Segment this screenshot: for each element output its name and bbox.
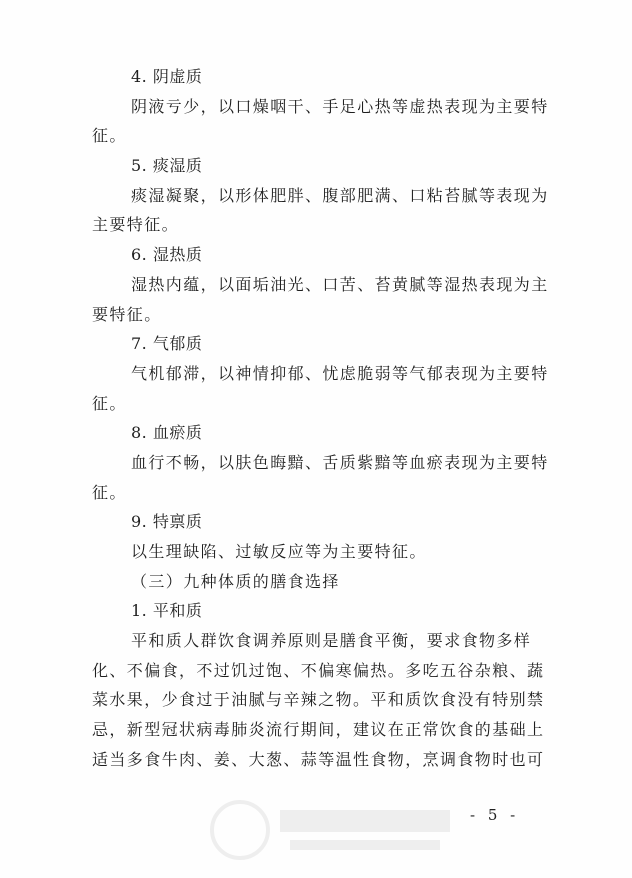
paragraph-line: 主要特征。 [92, 215, 180, 235]
paragraph-line: 湿热内蕴，以面垢油光、口苦、苔黄腻等湿热表现为主 [131, 274, 549, 294]
paragraph-line: 气机郁滞，以神情抑郁、忧虑脆弱等气郁表现为主要特 [131, 363, 549, 383]
heading: 9. 特禀质 [131, 512, 203, 532]
paragraph-line: 平和质人群饮食调养原则是膳食平衡，要求食物多样 [131, 631, 532, 651]
paragraph-line: 血行不畅，以肤色晦黯、舌质紫黯等血瘀表现为主要特 [131, 452, 549, 472]
paragraph-line: 阴液亏少，以口燥咽干、手足心热等虚热表现为主要特 [131, 96, 549, 116]
paragraph-line: 化、不偏食，不过饥过饱、不偏寒偏热。多吃五谷杂粮、蔬 [92, 660, 545, 680]
watermark-logo-icon [205, 795, 465, 865]
document-body [92, 62, 552, 775]
paragraph-line: 菜水果，少食过于油腻与辛辣之物。平和质饮食没有特别禁 [92, 690, 545, 710]
paragraph-line: 适当多食牛肉、姜、大葱、蒜等温性食物，烹调食物时也可 [92, 749, 545, 769]
paragraph-line: 以生理缺陷、过敏反应等为主要特征。 [131, 542, 427, 561]
heading: 4. 阴虚质 [131, 67, 203, 86]
paragraph-line: 征。 [92, 393, 127, 413]
paragraph-line: 痰湿凝聚，以形体肥胖、腹部肥满、口粘苔腻等表现为 [131, 185, 549, 205]
section-heading: （三）九种体质的膳食选择 [131, 571, 340, 591]
paragraph-line: 要特征。 [92, 304, 162, 324]
paragraph-line: 征。 [92, 482, 127, 502]
page-number: - 5 - [470, 806, 520, 824]
paragraph-line: 征。 [92, 126, 127, 146]
heading: 6. 湿热质 [131, 245, 203, 265]
paragraph-line: 忌，新型冠状病毒肺炎流行期间，建议在正常饮食的基础上 [92, 720, 545, 740]
heading: 1. 平和质 [131, 601, 203, 621]
heading: 8. 血瘀质 [131, 423, 203, 443]
heading: 5. 痰湿质 [131, 156, 203, 176]
heading: 7. 气郁质 [131, 334, 203, 354]
